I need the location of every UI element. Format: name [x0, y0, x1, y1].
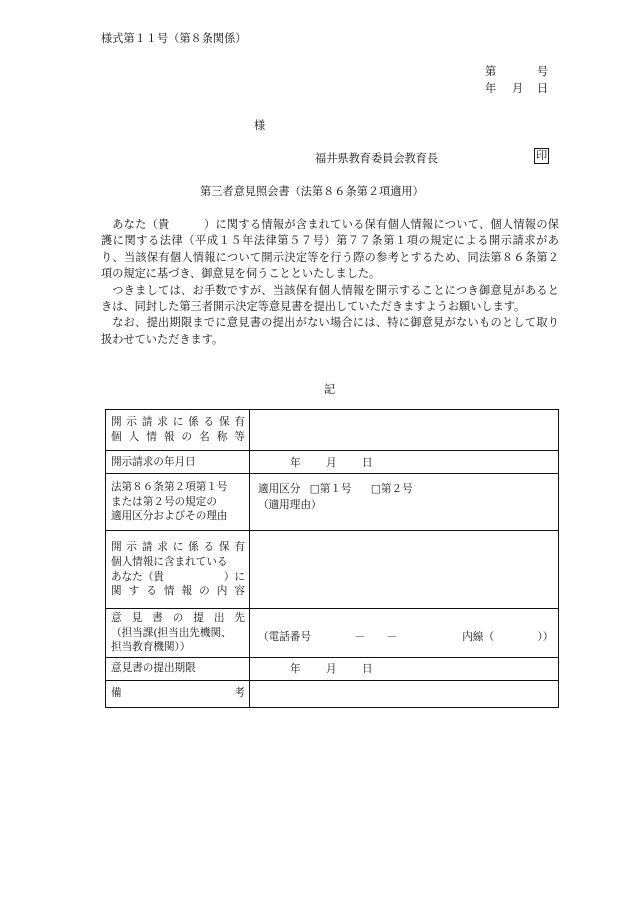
- row3-line2: または第２号の規定の: [111, 495, 217, 508]
- doc-no-suffix: 号: [537, 65, 549, 78]
- ext-close: ））: [537, 630, 554, 643]
- sender-name: 福井県教育委員会教育長: [315, 152, 439, 165]
- seal-mark: [534, 148, 549, 164]
- row6-label: 意見書の提出期限: [106, 657, 250, 680]
- paragraph-1: あなた（貴 ）に関する情報が含まれている保有個人情報について、個人情報の保護に関する法律（平成１５年法律第５７号）第７７条第１項の規定による開示請求があり、当該保有個人情報について開示決定等を行う際の参考とするため、同法第８６条第２項の規定に基づき、御意見を伺うことといたしました。: [101, 218, 559, 281]
- row4-value[interactable]: [250, 531, 559, 609]
- form-number: 様式第１１号（第８条関係）: [101, 32, 247, 45]
- checkbox-no2[interactable]: □第２号: [370, 483, 413, 495]
- row2-value[interactable]: [250, 451, 559, 474]
- tel-label: （電話番号: [258, 630, 311, 643]
- row1-value[interactable]: [250, 410, 559, 451]
- row3-label: [106, 474, 250, 531]
- row3-line3: 適用区分およびその理由: [111, 510, 228, 523]
- addressee-suffix: 様: [254, 119, 266, 132]
- row1-label: [106, 410, 250, 451]
- row4-line4: 関 す る 情 報 の 内 容: [111, 585, 245, 598]
- reason-label: （適用理由）: [258, 499, 322, 511]
- date-year: 年: [485, 82, 497, 95]
- table-row: [106, 410, 559, 451]
- row4-line1: 開 示 請 求 に 係 る 保 有: [111, 541, 245, 554]
- row5-line1: 意 見 書 の 提 出 先: [111, 612, 245, 624]
- date-month: 月: [512, 82, 524, 95]
- row2-day: 日: [361, 456, 373, 469]
- ki-heading: 記: [324, 383, 336, 396]
- date-day: 日: [537, 82, 549, 95]
- row5-label: [106, 609, 250, 658]
- table-row: [106, 657, 559, 680]
- row5-line2: （担当課(担当出先機関、: [111, 626, 232, 639]
- tel-dash-2: －: [386, 630, 397, 643]
- remarks-char-1: 備: [111, 687, 122, 700]
- row1-line2: 個 人 情 報 の 名 称 等: [111, 431, 245, 443]
- document-date: [485, 80, 549, 96]
- row3-value[interactable]: [250, 474, 559, 531]
- kubun-label: 適用区分: [258, 483, 301, 495]
- document-title: 第三者意見照会書（法第８６条第２項適用）: [200, 185, 424, 198]
- row7-label: [106, 680, 250, 707]
- table-row: [106, 609, 559, 658]
- row4-line3: [111, 570, 245, 585]
- row6-year: 年: [290, 663, 301, 676]
- row6-value[interactable]: [250, 657, 559, 680]
- row2-month: 月: [325, 456, 337, 469]
- table-row: [106, 680, 559, 707]
- row2-year: 年: [290, 456, 301, 469]
- row5-line3: 担当教育機関））: [111, 641, 191, 654]
- row7-value[interactable]: [250, 680, 559, 707]
- checkbox-no1[interactable]: □第１号: [309, 483, 352, 495]
- row4-label: [106, 531, 250, 609]
- tel-dash-1: －: [354, 630, 365, 643]
- row4-line3a: あなた（貴: [111, 570, 164, 583]
- row4-line3b: ）に: [223, 570, 245, 583]
- table-row: [106, 451, 559, 474]
- row4-line2: 個人情報に含まれている: [111, 555, 228, 568]
- row2-label: 開示請求の年月日: [106, 451, 250, 474]
- table-row: [106, 531, 559, 609]
- paragraph-2: つきましては、お手数ですが、当該保有個人情報を開示することにつき御意見があるときは、同封した第三者開示決定等意見書を提出していただきますようお願いします。: [101, 283, 559, 314]
- ext-label: 内線（: [462, 630, 495, 643]
- row5-value[interactable]: [250, 609, 559, 658]
- remarks-char-2: 考: [234, 687, 245, 700]
- seal-text: 印: [536, 149, 548, 162]
- doc-no-prefix: 第: [485, 65, 497, 78]
- paragraph-3: なお、提出期限までに意見書の提出がない場合には、特に御意見がないものとして取り扱わせていただきます。: [101, 316, 559, 346]
- table-row: [106, 474, 559, 531]
- remarks-label: [111, 686, 245, 701]
- body-text: [101, 217, 559, 348]
- row3-kubun: [258, 481, 558, 497]
- row6-month: 月: [325, 663, 337, 676]
- document-number: [485, 63, 549, 79]
- record-table: [105, 409, 559, 708]
- row6-day: 日: [361, 663, 373, 676]
- row3-line1: 法第８６条第２項第１号: [111, 481, 228, 494]
- row1-line1: 開 示 請 求 に 係 る 保 有: [111, 416, 245, 429]
